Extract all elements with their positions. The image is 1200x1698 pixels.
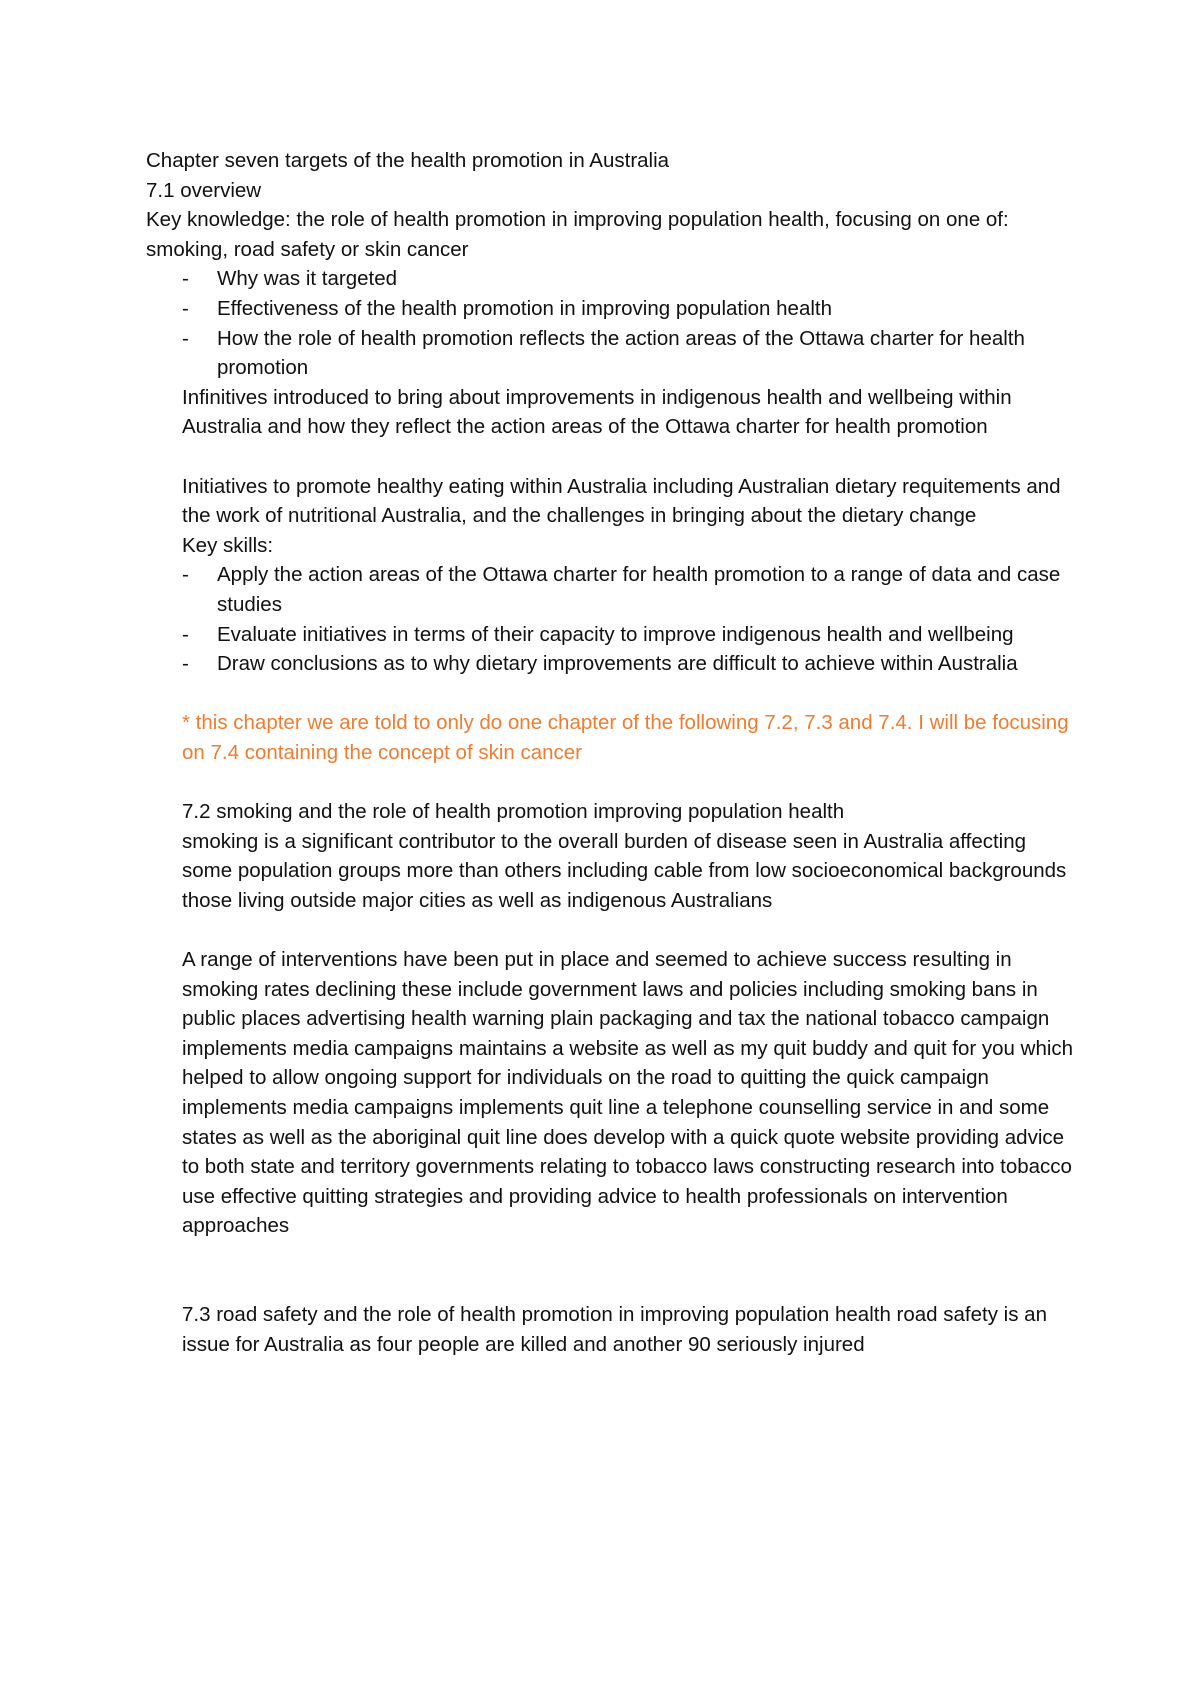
bullet-dash: - <box>182 622 189 646</box>
road-safety-paragraph: 7.3 road safety and the role of health promotion in improving population health road safety is an issue for Australia as four people are killed and another 90 seriously injured <box>182 1303 1053 1356</box>
spacer <box>146 679 1076 709</box>
interventions-paragraph: A range of interventions have been put in place and seemed to achieve success resulting in smoking rates declining these include government laws and policies including smoking bans in public places advertising health warning plain packaging and tax the national tobacco campaign implements media campaigns maintains a website as well as my quit buddy and quit for you which helped to allow ongoing support for individuals on the road to quitting the quick campaign implements media campaigns implements quit line a telephone counselling service in and some states as well as the aboriginal quit line does develop with a quick quote website providing advice to both state and territory governments relating to tobacco laws constructing research into tobacco use effective quitting strategies and providing advice to health professionals on intervention approaches <box>182 948 1079 1238</box>
list-item <box>182 294 1076 324</box>
list-item-text: Draw conclusions as to why dietary improvements are difficult to achieve within Australia <box>217 652 1018 676</box>
list-item <box>182 649 1076 679</box>
key-knowledge-paragraph: Key knowledge: the role of health promotion in improving population health, focusing on one of: smoking, road safety or skin cancer <box>146 208 1015 261</box>
key-skills-label: Key skills: <box>182 533 274 557</box>
list-item-text: Effectiveness of the health promotion in improving population health <box>217 296 833 320</box>
smoking-paragraph: smoking is a significant contributor to the overall burden of disease seen in Australia affecting some population groups more than others including cable from low socioeconomical backgrounds those living outside major cities as well as indigenous Australians <box>182 829 1072 912</box>
key-skills-list <box>146 560 1076 678</box>
document-body <box>146 146 1079 1359</box>
bullet-dash: - <box>182 267 189 291</box>
list-item-text: How the role of health promotion reflects the action areas of the Ottawa charter for health promotion <box>217 326 1025 380</box>
chapter-note: * this chapter we are told to only do one chapter of the following 7.2, 7.3 and 7.4. I will be focusing on 7.4 containing the concept of skin cancer <box>182 711 1075 764</box>
initiatives-paragraph: Initiatives to promote healthy eating within Australia including Australian dietary requitements and the work of nutritional Australia, and the challenges in bringing about the dietary change <box>182 474 1067 528</box>
spacer <box>146 1241 1076 1271</box>
spacer <box>146 442 1076 472</box>
spacer <box>146 767 1076 797</box>
bullet-dash: - <box>182 326 189 350</box>
spacer <box>146 915 1076 945</box>
list-item <box>182 264 1076 294</box>
bullet-dash: - <box>182 296 189 320</box>
list-item-text: Evaluate initiatives in terms of their capacity to improve indigenous health and wellbeing <box>217 622 1014 646</box>
list-item <box>182 324 1076 383</box>
list-item-text: Apply the action areas of the Ottawa charter for health promotion to a range of data and case studies <box>217 563 1061 616</box>
bullet-dash: - <box>182 652 189 676</box>
key-knowledge-list <box>146 264 1076 382</box>
list-item <box>182 620 1076 650</box>
infinitives-paragraph: Infinitives introduced to bring about improvements in indigenous health and wellbeing within Australia and how they reflect the action areas of the Ottawa charter for health promotion <box>182 385 1017 439</box>
spacer <box>146 1271 1076 1301</box>
list-item-text: Why was it targeted <box>217 267 398 291</box>
list-item <box>182 560 1076 619</box>
overview-heading: 7.1 overview <box>146 178 262 202</box>
bullet-dash: - <box>182 563 189 587</box>
smoking-heading: 7.2 smoking and the role of health promotion improving population health <box>182 800 845 824</box>
document-title: Chapter seven targets of the health promotion in Australia <box>146 149 670 172</box>
